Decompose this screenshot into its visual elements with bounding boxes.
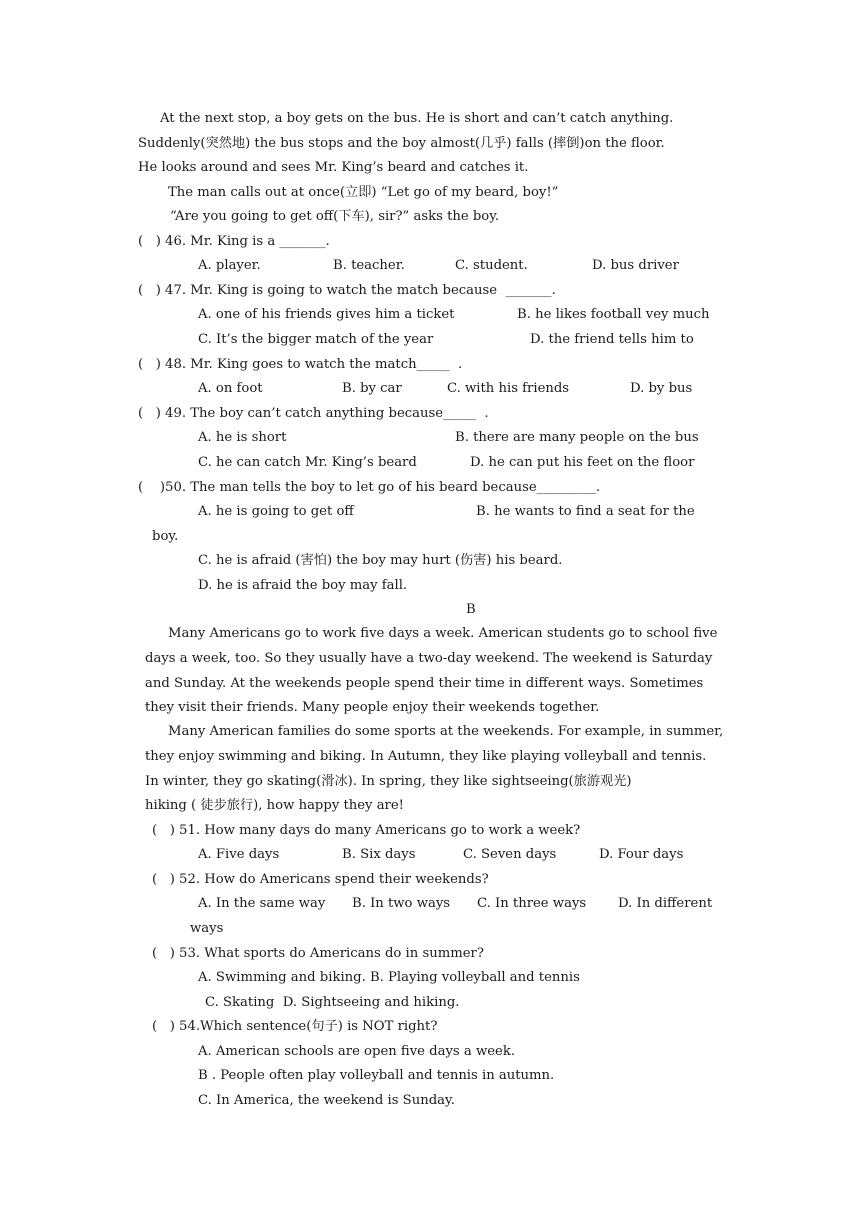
option-d: D. Four days [599, 847, 684, 862]
question-stem: ( ) 52. How do Americans spend their weekends? [152, 872, 489, 887]
passage-b-line: they enjoy swimming and biking. In Autumn, they like playing volleyball and tennis. [145, 749, 707, 764]
option-d: D. bus driver [592, 258, 679, 273]
question-stem: ( ) 48. Mr. King goes to watch the match_____ . [138, 357, 463, 372]
passage-b-line: Many American families do some sports at the weekends. For example, in summer, [168, 724, 724, 739]
question-stem: ( ) 51. How many days do many Americans go to work a week? [152, 823, 581, 838]
option-d: D. the friend tells him to [530, 332, 694, 347]
option-c: C. he is afraid (害怕) the boy may hurt (伤害) his beard. [198, 553, 563, 568]
question-stem: ( )50. The man tells the boy to let go of his beard because_________. [138, 480, 601, 495]
passage-b-line: hiking ( 徒步旅行), how happy they are! [145, 798, 404, 813]
option-b: B. by car [342, 381, 402, 396]
passage-a-line: Suddenly(突然地) the bus stops and the boy almost(几乎) falls (摔倒)on the floor. [138, 136, 665, 151]
option-a: A. Five days [198, 847, 280, 862]
option-b: B. there are many people on the bus [455, 430, 699, 445]
option-c: C. he can catch Mr. King’s beard [198, 455, 417, 470]
option-c: C. It’s the bigger match of the year [198, 332, 434, 347]
option-d: D. In different [618, 896, 713, 911]
option-c: C. Seven days [463, 847, 557, 862]
option-a: A. player. [198, 258, 261, 273]
options-line: C. Skating D. Sightseeing and hiking. [205, 995, 460, 1010]
question-stem: ( ) 47. Mr. King is going to watch the match because _______. [138, 283, 556, 298]
option-b: B. In two ways [352, 896, 451, 911]
question-stem: ( ) 53. What sports do Americans do in summer? [152, 946, 484, 961]
option-d: D. he can put his feet on the floor [470, 455, 695, 470]
option-b: B. Six days [342, 847, 416, 862]
question-stem: ( ) 49. The boy can’t catch anything because_____ . [138, 406, 489, 421]
passage-b-line: and Sunday. At the weekends people spend their time in different ways. Sometimes [145, 676, 704, 691]
option-d-continued: ways [190, 921, 224, 936]
passage-a-line: At the next stop, a boy gets on the bus. He is short and can’t catch anything. [160, 111, 674, 126]
passage-b-line: In winter, they go skating(滑冰). In spring, they like sightseeing(旅游观光) [145, 774, 632, 789]
option-d: D. he is afraid the boy may fall. [198, 578, 408, 593]
passage-a-line: The man calls out at once(立即) “Let go of my beard, boy!” [168, 185, 559, 200]
option-a: A. In the same way [198, 896, 326, 911]
option-d: D. by bus [630, 381, 693, 396]
question-stem: ( ) 46. Mr. King is a _______. [138, 234, 330, 249]
options-line: A. Swimming and biking. B. Playing volleyball and tennis [198, 970, 580, 985]
option-c: C. In three ways [477, 896, 587, 911]
question-stem: ( ) 54.Which sentence(句子) is NOT right? [152, 1019, 438, 1034]
passage-b-line: Many Americans go to work five days a week. American students go to school five [168, 626, 718, 641]
option-c: C. In America, the weekend is Sunday. [198, 1093, 455, 1108]
passage-a-line: He looks around and sees Mr. King’s beard and catches it. [138, 160, 529, 175]
option-a: A. one of his friends gives him a ticket [198, 307, 455, 322]
option-a: A. he is short [198, 430, 287, 445]
passage-a-line: “Are you going to get off(下车), sir?” asks the boy. [170, 209, 500, 224]
option-b: B. he wants to find a seat for the [476, 504, 695, 519]
option-c: C. student. [455, 258, 528, 273]
passage-b-line: they visit their friends. Many people enjoy their weekends together. [145, 700, 600, 715]
option-a: A. he is going to get off [198, 504, 354, 519]
section-heading: B [466, 602, 476, 617]
option-c: C. with his friends [447, 381, 570, 396]
option-a: A. American schools are open five days a week. [198, 1044, 516, 1059]
option-b: B . People often play volleyball and tennis in autumn. [198, 1068, 555, 1083]
option-b: B. he likes football vey much [517, 307, 710, 322]
option-b: B. teacher. [333, 258, 405, 273]
option-a: A. on foot [198, 381, 263, 396]
option-b-continued: boy. [152, 529, 179, 544]
passage-b-line: days a week, too. So they usually have a two-day weekend. The weekend is Saturday [145, 651, 713, 666]
